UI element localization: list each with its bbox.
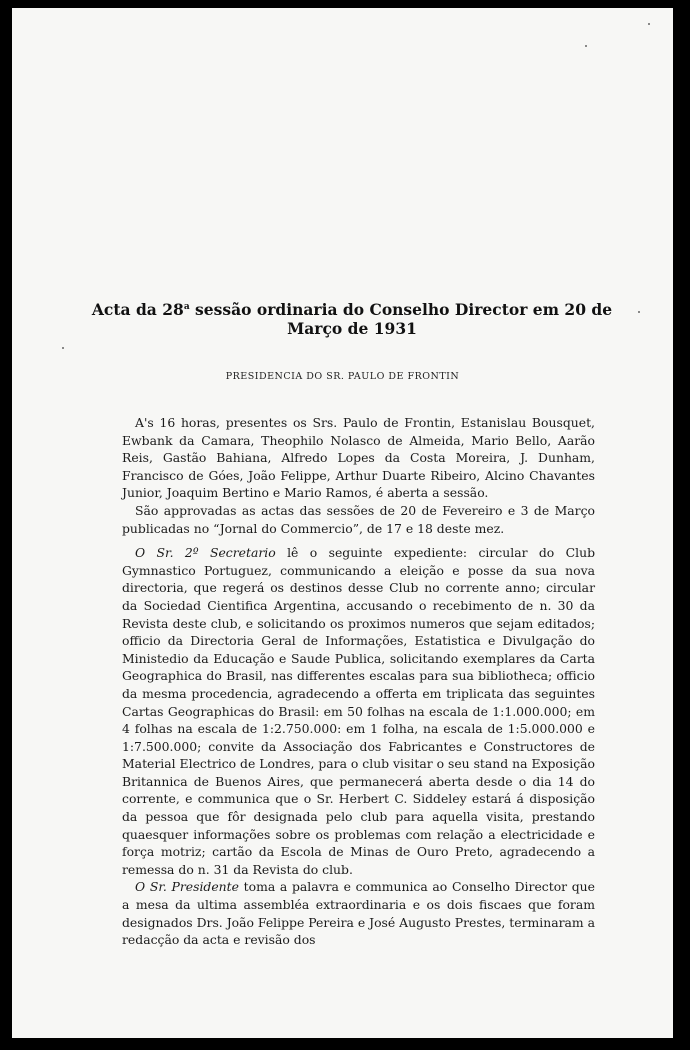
presidency-line: PRESIDENCIA DO SR. PAULO DE FRONTIN: [225, 371, 460, 382]
paragraph-opening: A's 16 horas, presentes os Srs. Paulo de Frontin, Estanislau Bousquet, Ewbank da Camara, Theophilo Nolasco de Almeida, Mario Bello, Aarão Reis, Gastão Bahiana, Alfredo Lopes da Costa Moreira, J. Dunham, Francisco de Góes, João Felippe, Arthur Duarte Ribeiro, Alcino Chavantes Junior, Joaquim Bertino e Mario Ramos, é aberta a sessão.: [122, 415, 595, 501]
title-ordinal: a: [183, 301, 190, 312]
paragraph-secretary: [122, 544, 595, 878]
paragraph-approval: São approvadas as actas das sessões de 20 de Fevereiro e 3 de Março publicadas no “Jornal do Commercio”, de 17 e 18 deste mez.: [122, 502, 595, 536]
scan-speck: [62, 347, 64, 349]
document-page: [12, 8, 673, 1038]
scan-speck: [648, 23, 650, 25]
title-prefix: Acta da 28: [91, 300, 184, 319]
secretary-text: lê o seguinte expediente: circular do Club Gymnastico Portuguez, communicando a eleição e posse da sua nova directoria, que regerá os destinos desse Club no corrente anno; circular da Sociedad Cientifica Argentina, accusando o recebimento de n. 30 da Revista deste club, e solicitando os proximos numeros que sejam editados; officio da Directoria Geral de Informações, Estatistica e Divulgação do Ministedio da Educação e Saude Publica, solicitando exemplares da Carta Geographica do Brasil, nas differentes escalas para sua bibliotheca; officio da mesma procedencia, agradecendo a offerta em triplicata das seguintes Cartas Geographicas do Brasil: em 50 folhas na escala de 1:1.000.000; em 4 folhas na escala de 1:2.750.000: em 1 folha, na escala de 1:5.000.000 e 1:7.500.000; convite da Associação dos Fabricantes e Constructores de Material Electrico de Londres, para o club visitar o seu stand na Exposição Britannica de Buenos Aires, que permanecerá aberta desde o dia 14 do corrente, e communica que o Sr. Herbert C. Siddeley estará á disposição da pessoa que fôr designada pelo club para aquella visita, prestando quaesquer informações sobre os problemas com relação a electricidade e força motriz; cartão da Escola de Minas de Ouro Preto, agradecendo a remessa do n. 31 da Revista do club.: [122, 545, 595, 877]
scan-speck: [638, 311, 640, 313]
president-text: toma a palavra e communica ao Conselho Director que a mesa da ultima assembléa extraordinaria e os dois fiscaes que foram designados Drs. João Felippe Pereira e José Augusto Prestes, terminaram a redacção da acta e revisão dos: [122, 879, 595, 948]
paragraph-president: [122, 878, 595, 948]
scan-speck: [585, 45, 587, 47]
page-title: [72, 300, 632, 338]
title-line-2: Março de 1931: [287, 319, 417, 338]
minutes-body: [122, 414, 595, 949]
title-line-1: [72, 300, 632, 319]
speaker-secretary: O Sr. 2º Secretario: [135, 545, 276, 561]
speaker-president: O Sr. Presidente: [135, 879, 239, 895]
title-rest: sessão ordinaria do Conselho Director em 20 de: [189, 300, 613, 319]
